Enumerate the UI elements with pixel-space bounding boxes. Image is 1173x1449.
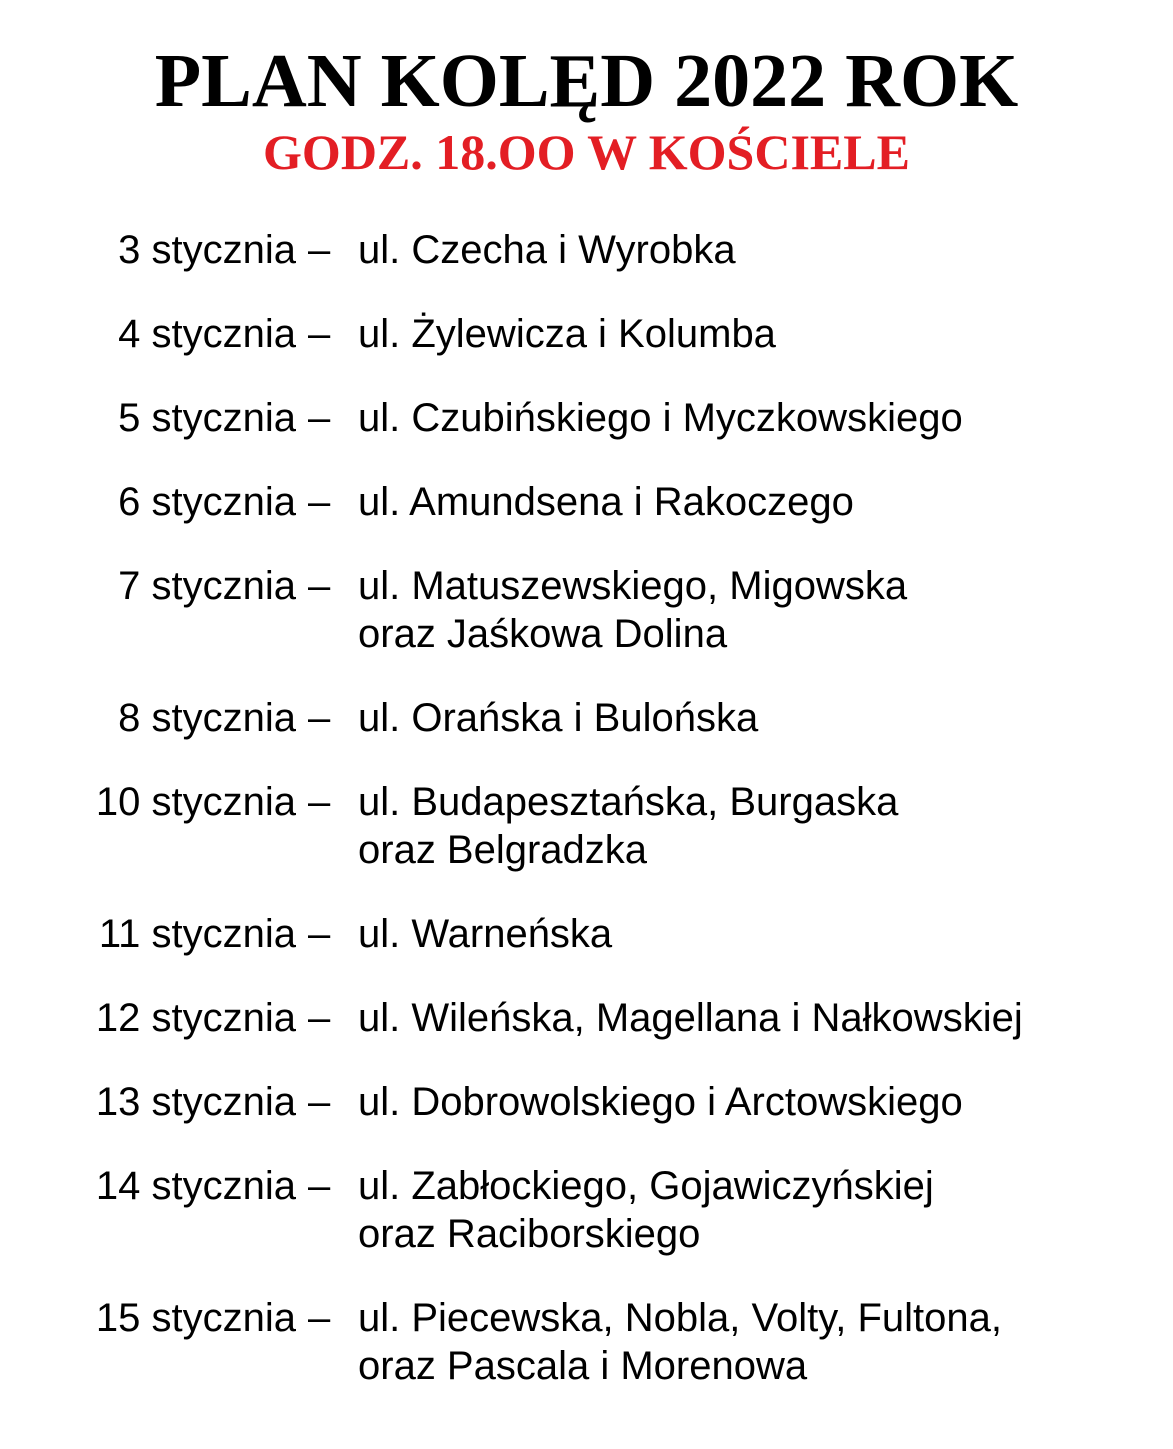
entry-date: 4 stycznia <box>118 312 296 356</box>
entry-dash: – <box>308 780 331 824</box>
entry-dash: – <box>308 1164 331 1208</box>
entry-streets <box>358 910 1098 958</box>
entry-street-line: oraz Raciborskiego <box>358 1212 701 1256</box>
entry-streets <box>358 1294 1098 1390</box>
entry-street-line: ul. Czubińskiego i Myczkowskiego <box>358 396 963 440</box>
entry-dash: – <box>308 696 331 740</box>
entry-street-line: ul. Matuszewskiego, Migowska <box>358 564 908 608</box>
entry-dash: – <box>308 228 331 272</box>
entry-dash: – <box>308 564 331 608</box>
entry-dash: – <box>308 480 331 524</box>
entry-dash: – <box>308 1080 331 1124</box>
entry-street-line: ul. Czecha i Wyrobka <box>358 228 736 272</box>
document-title: PLAN KOLĘD 2022 ROK <box>154 39 1019 123</box>
entry-date: 12 stycznia <box>95 996 296 1040</box>
entry-street-line: ul. Piecewska, Nobla, Volty, Fultona, <box>358 1296 1003 1340</box>
document-subtitle: GODZ. 18.OO W KOŚCIELE <box>263 124 910 180</box>
schedule-entry <box>0 478 1173 526</box>
entry-streets <box>358 226 1098 274</box>
entry-street-line: ul. Zabłockiego, Gojawiczyńskiej <box>358 1164 934 1208</box>
schedule-entry <box>0 1162 1173 1258</box>
entry-date: 13 stycznia <box>95 1080 296 1124</box>
entry-date: 14 stycznia <box>95 1164 296 1208</box>
entry-dash: – <box>308 396 331 440</box>
entry-streets <box>358 1162 1098 1258</box>
schedule-entry <box>0 226 1173 274</box>
entry-streets <box>358 562 1098 658</box>
entry-street-line: ul. Dobrowolskiego i Arctowskiego <box>358 1080 963 1124</box>
entry-dash: – <box>308 996 331 1040</box>
schedule-entry <box>0 694 1173 742</box>
entry-streets <box>358 994 1098 1042</box>
entry-date: 7 stycznia <box>118 564 296 608</box>
entry-streets <box>358 310 1098 358</box>
entry-date: 8 stycznia <box>118 696 296 740</box>
entry-street-line: oraz Belgradzka <box>358 828 648 872</box>
schedule-list <box>0 226 1173 1426</box>
schedule-entry <box>0 394 1173 442</box>
entry-street-line: ul. Żylewicza i Kolumba <box>358 312 776 356</box>
entry-dash: – <box>308 312 331 356</box>
entry-date: 10 stycznia <box>95 780 296 824</box>
entry-street-line: ul. Warneńska <box>358 912 613 956</box>
entry-street-line: oraz Pascala i Morenowa <box>358 1344 808 1388</box>
entry-streets <box>358 478 1098 526</box>
entry-date: 11 stycznia <box>98 912 296 956</box>
entry-date: 3 stycznia <box>118 228 296 272</box>
entry-streets <box>358 778 1098 874</box>
schedule-entry <box>0 562 1173 658</box>
entry-streets <box>358 694 1098 742</box>
entry-date: 6 stycznia <box>118 480 296 524</box>
entry-date: 5 stycznia <box>118 396 296 440</box>
entry-street-line: ul. Wileńska, Magellana i Nałkowskiej <box>358 996 1023 1040</box>
entry-dash: – <box>308 912 331 956</box>
schedule-entry <box>0 1078 1173 1126</box>
entry-street-line: ul. Amundsena i Rakoczego <box>358 480 854 524</box>
schedule-entry <box>0 994 1173 1042</box>
schedule-entry <box>0 910 1173 958</box>
entry-dash: – <box>308 1296 331 1340</box>
entry-street-line: oraz Jaśkowa Dolina <box>358 612 728 656</box>
schedule-entry <box>0 1294 1173 1390</box>
entry-streets <box>358 1078 1098 1126</box>
schedule-entry <box>0 778 1173 874</box>
entry-street-line: ul. Budapesztańska, Burgaska <box>358 780 899 824</box>
schedule-entry <box>0 310 1173 358</box>
entry-date: 15 stycznia <box>95 1296 296 1340</box>
entry-streets <box>358 394 1098 442</box>
entry-street-line: ul. Orańska i Bulońska <box>358 696 759 740</box>
